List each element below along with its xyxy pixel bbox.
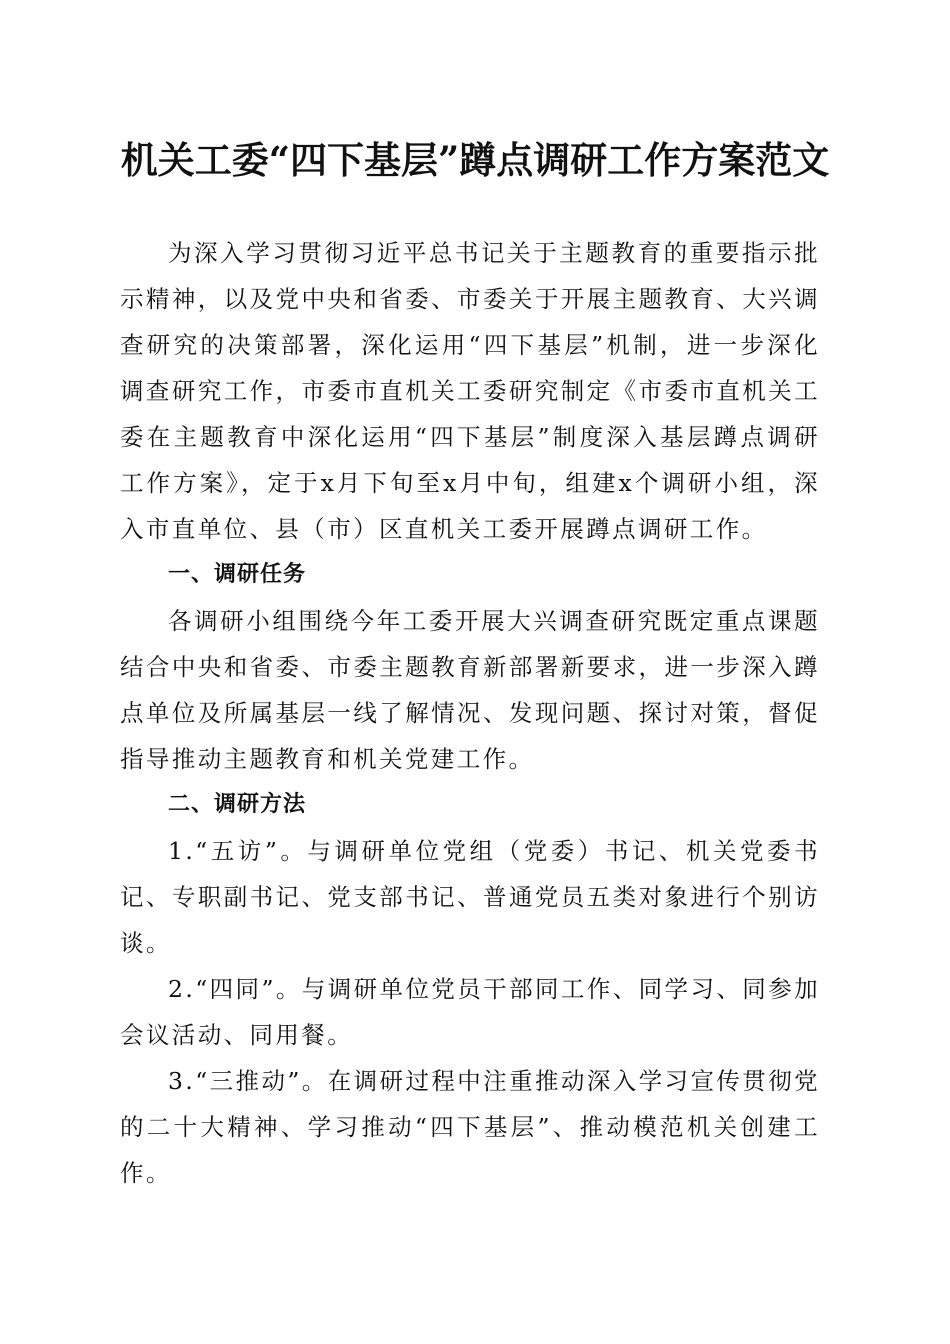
document-title: 机关工委“四下基层”蹲点调研工作方案范文 (120, 138, 830, 182)
method-item-four-togethers: 2.“四同”。与调研单位党员干部同工作、同学习、同参加会议活动、同用餐。 (120, 975, 820, 1049)
method-item-three-promotions: 3.“三推动”。在调研过程中注重推动深入学习宣传贯彻党的二十大精神、学习推动“四下基层”、推动模范机关创建工作。 (120, 1067, 820, 1187)
document-body (120, 230, 820, 1196)
method-item-five-visits: 1.“五访”。与调研单位党组（党委）书记、机关党委书记、专职副书记、党支部书记、普通党员五类对象进行个别访谈。 (120, 837, 820, 957)
section-heading-research-tasks: 一、调研任务 (168, 562, 307, 587)
intro-paragraph: 为深入学习贯彻习近平总书记关于主题教育的重要指示批示精神，以及党中央和省委、市委关于开展主题教育、大兴调查研究的决策部署，深化运用“四下基层”机制，进一步深化调查研究工作，市委市直机关工委研究制定《市委市直机关工委在主题教育中深化运用“四下基层”制度深入基层蹲点调研工作方案》，定于x月下旬至x月中旬，组建x个调研小组，深入市直单位、县（市）区直机关工委开展蹲点调研工作。 (120, 239, 820, 543)
research-tasks-paragraph: 各调研小组围绕今年工委开展大兴调查研究既定重点课题结合中央和省委、市委主题教育新部署新要求，进一步深入蹲点单位及所属基层一线了解情况、发现问题、探讨对策，督促指导推动主题教育和机关党建工作。 (120, 607, 820, 773)
section-heading-research-methods: 二、调研方法 (168, 792, 307, 817)
